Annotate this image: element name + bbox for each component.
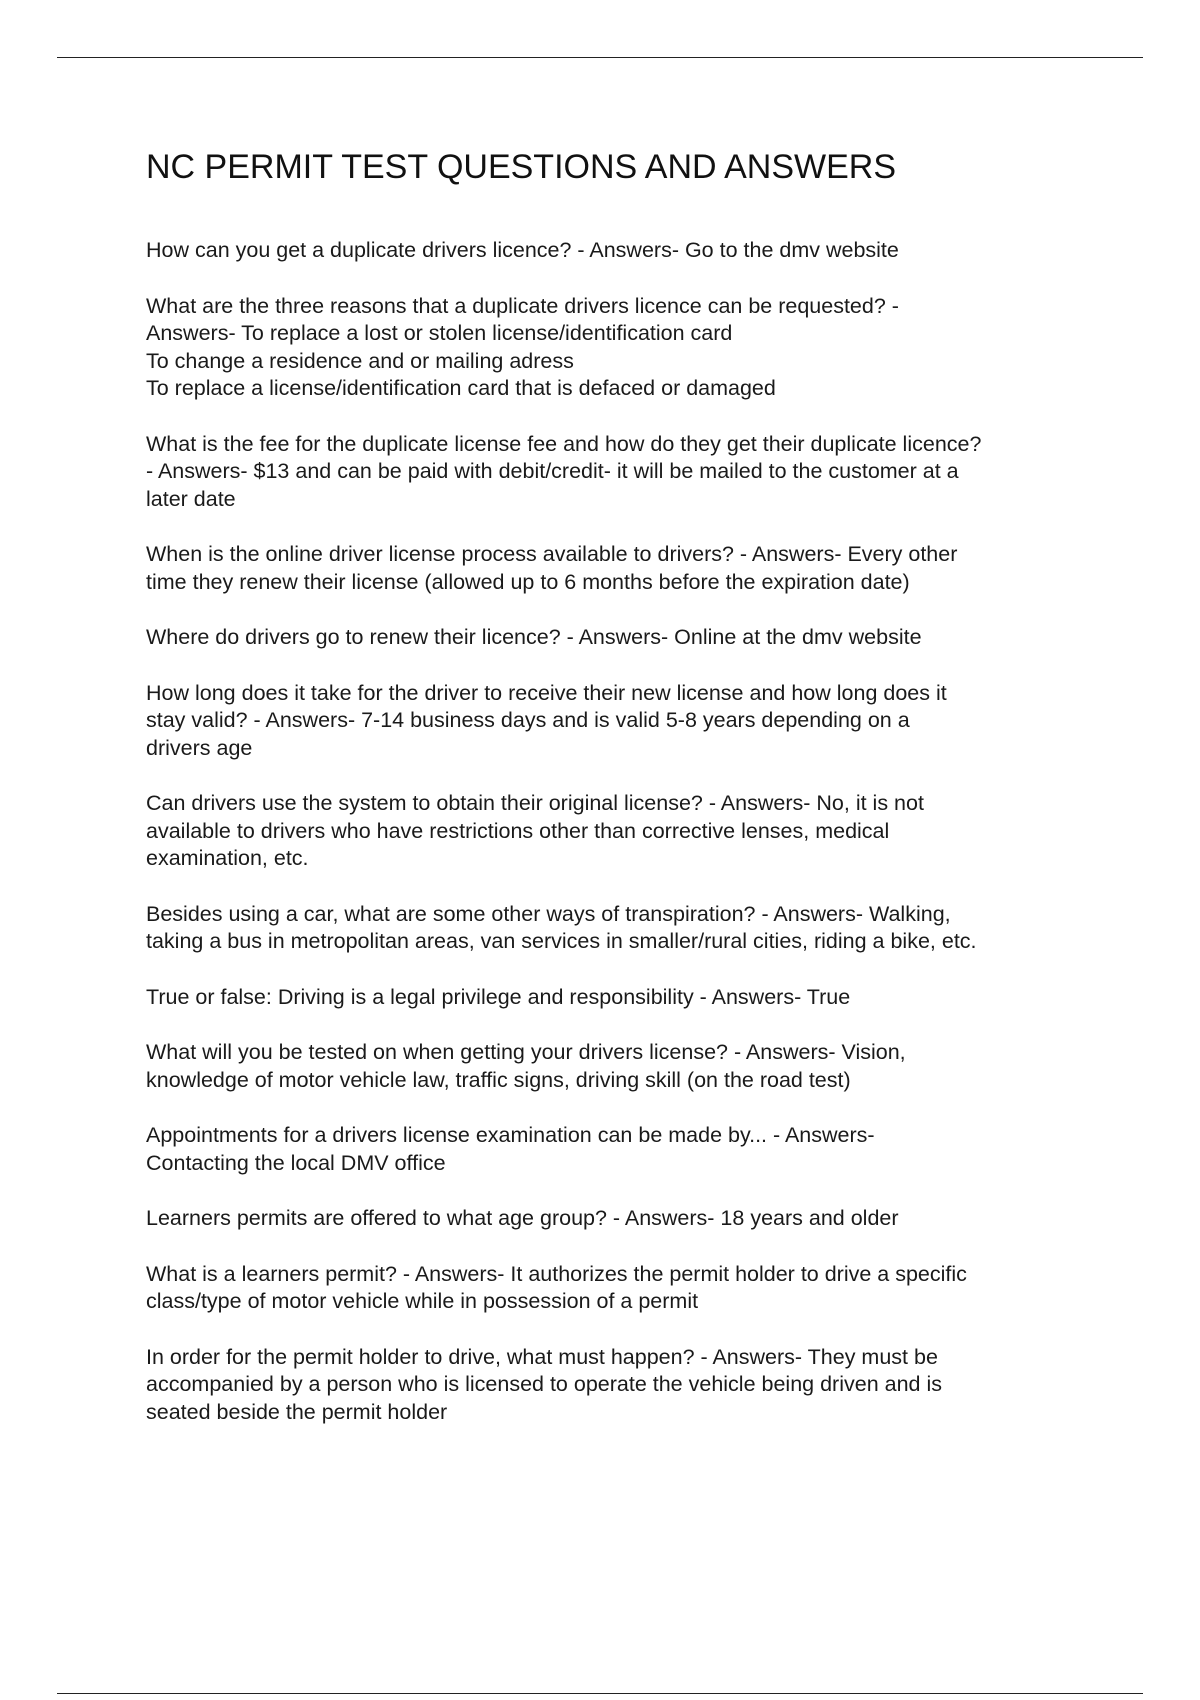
qa-item-permit-driving-rule: In order for the permit holder to drive, what must happen? - Answers- They must be accompanied by a person who is licensed to operate the vehicle being driven and is seated beside the permit holder bbox=[146, 1344, 942, 1424]
qa-item-online-process: When is the online driver license process available to drivers? - Answers- Every other time they renew their license (allowed up to 6 months before the expiration date) bbox=[146, 542, 958, 594]
page-title: NC PERMIT TEST QUESTIONS AND ANSWERS bbox=[146, 148, 897, 186]
qa-item-new-license-timing: How long does it take for the driver to receive their new license and how long does it stay valid? - Answers- 7-14 business days and is valid 5-8 years depending on a drivers age bbox=[146, 680, 947, 760]
page-content bbox=[146, 143, 1106, 1454]
qa-item-original-license: Can drivers use the system to obtain their original license? - Answers- No, it is not available to drivers who have restrictions other than corrective lenses, medical examination, etc. bbox=[146, 791, 924, 870]
qa-item-duplicate-fee: What is the fee for the duplicate license fee and how do they get their duplicate licence? - Answers- $13 and can be paid with debit/credit- it will be mailed to the customer at a later date bbox=[146, 431, 982, 511]
qa-item-duplicate-licence: How can you get a duplicate drivers licence? - Answers- Go to the dmv website bbox=[146, 238, 899, 262]
qa-item-duplicate-reasons: What are the three reasons that a duplicate drivers licence can be requested? - Answers- To replace a lost or stolen license/identification card To change a residence and or mailing adress To replace a license/identification card that is defaced or damaged bbox=[146, 293, 899, 400]
qa-item-appointments: Appointments for a drivers license examination can be made by... - Answers- Contacting the local DMV office bbox=[146, 1123, 875, 1175]
qa-item-legal-privilege: True or false: Driving is a legal privilege and responsibility - Answers- True bbox=[146, 984, 851, 1009]
top-rule bbox=[57, 57, 1143, 58]
qa-item-renew-location: Where do drivers go to renew their licence? - Answers- Online at the dmv website bbox=[146, 625, 922, 649]
qa-item-learners-permit: What is a learners permit? - Answers- It authorizes the permit holder to drive a specific class/type of motor vehicle while in possession of a permit bbox=[146, 1261, 967, 1313]
qa-list bbox=[146, 237, 1106, 1426]
qa-item-other-transport: Besides using a car, what are some other ways of transpiration? - Answers- Walking, taking a bus in metropolitan areas, van services in smaller/rural cities, riding a bike, etc. bbox=[146, 901, 977, 953]
bottom-rule bbox=[57, 1693, 1143, 1694]
qa-item-permit-age: Learners permits are offered to what age group? - Answers- 18 years and older bbox=[146, 1206, 899, 1230]
qa-item-tested-on: What will you be tested on when getting your drivers license? - Answers- Vision, knowledge of motor vehicle law, traffic signs, driving skill (on the road test) bbox=[146, 1040, 906, 1092]
